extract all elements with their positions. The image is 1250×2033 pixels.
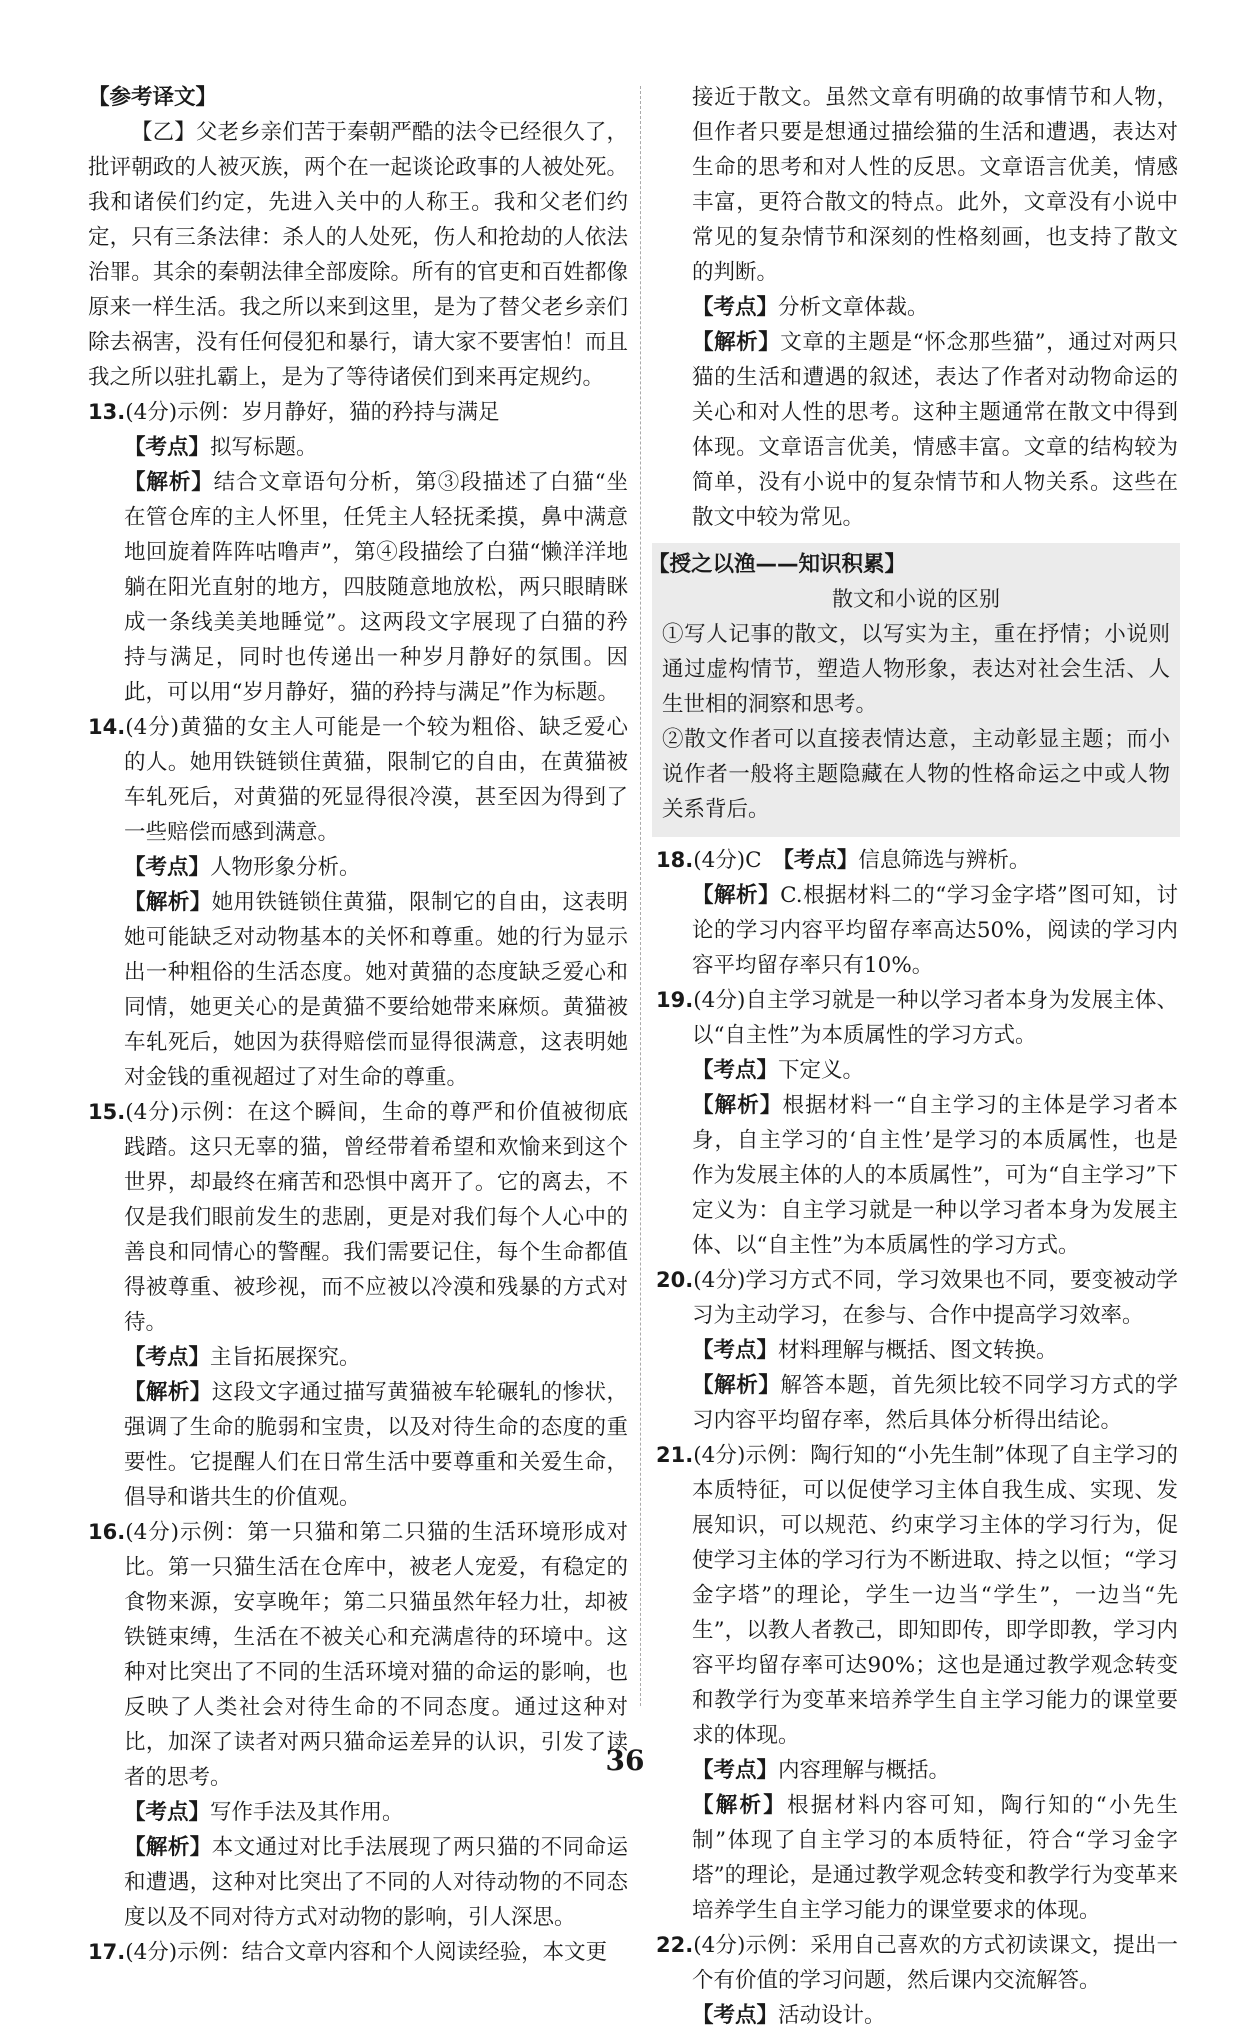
knowledge-box-title: 散文和小说的区别 bbox=[832, 587, 1000, 611]
answer-21-kaodian: 【考点】内容理解与概括。 bbox=[692, 1758, 951, 1783]
reference-translation-body: 【乙】父老乡亲们苦于秦朝严酷的法令已经很久了，批评朝政的人被灭族，两个在一起谈论政事的人被处死。我和诸侯们约定，先进入关中的人称王。我和父老们约定，只有三条法律：杀人的人处死，伤人和抢劫的人依法治罪。其余的秦朝法律全部废除。所有的官吏和百姓都像原来一样生活。我之所以来到这里，是为了替父老乡亲们除去祸害，没有任何侵犯和暴行，请大家不要害怕！而且我之所以驻扎霸上，是为了等待诸侯们到来再定规约。 bbox=[88, 120, 628, 390]
answer-20: 20.(4分)学习方式不同，学习效果也不同，要变被动学习为主动学习，在参与、合作中提高学习效率。 bbox=[656, 1268, 1178, 1328]
answer-16: 16.(4分)示例：第一只猫和第二只猫的生活环境形成对比。第一只猫生活在仓库中，被老人宠爱，有稳定的食物来源，安享晚年；第二只猫虽然年轻力壮，却被铁链束缚，生活在不被关心和充满虐待的环境中。这种对比突出了不同的生活环境对猫的命运的影响，也反映了人类社会对待生命的不同态度。通过这种对比，加深了读者对两只猫命运差异的认识，引发了读者的思考。 bbox=[88, 1520, 628, 1790]
answer-16-kaodian: 【考点】写作手法及其作用。 bbox=[124, 1800, 404, 1825]
answer-13-jiexi: 【解析】结合文章语句分析，第③段描述了白猫“坐在管仓库的主人怀里，任凭主人轻抚柔摸，鼻中满意地回旋着阵阵咕噜声”，第④段描绘了白猫“懒洋洋地躺在阳光直射的地方，四肢随意地放松，两只眼睛眯成一条线美美地睡觉”。这两段文字展现了白猫的矜持与满足，同时也传递出一种岁月静好的氛围。因此，可以用“岁月静好，猫的矜持与满足”作为标题。 bbox=[124, 470, 628, 705]
answer-15-kaodian: 【考点】主旨拓展探究。 bbox=[124, 1345, 361, 1370]
answer-17-kaodian: 【考点】分析文章体裁。 bbox=[692, 295, 929, 320]
answer-14-jiexi: 【解析】她用铁链锁住黄猫，限制它的自由，这表明她可能缺乏对动物基本的关怀和尊重。她的行为显示出一种粗俗的生活态度。她对黄猫的态度缺乏爱心和同情，她更关心的是黄猫不要给她带来麻烦。黄猫被车轧死后，她因为获得赔偿而显得很满意，这表明她对金钱的重视超过了对生命的尊重。 bbox=[124, 890, 628, 1090]
answer-21: 21.(4分)示例：陶行知的“小先生制”体现了自主学习的本质特征，可以促使学习主体自我生成、实现、发展知识，可以规范、约束学习主体的学习行为，促使学习主体的学习行为不断进取、持之以恒；“学习金字塔”的理论，学生一边当“学生”，一边当“先生”，以教人者教己，即知即传，即学即教，学习内容平均留存率可达90%；这也是通过教学观念转变和教学行为变革来培养学生自主学习能力的课堂要求的体现。 bbox=[656, 1443, 1178, 1748]
answer-21-jiexi: 【解析】根据材料内容可知，陶行知的“小先生制”体现了自主学习的本质特征，符合“学习金字塔”的理论，是通过教学观念转变和教学行为变革来培养学生自主学习能力的课堂要求的体现。 bbox=[692, 1793, 1178, 1923]
answer-13: 13.(4分)示例：岁月静好，猫的矜持与满足 bbox=[88, 400, 500, 425]
answer-19: 19.(4分)自主学习就是一种以学习者本身为发展主体、以“自主性”为本质属性的学习方式。 bbox=[656, 988, 1178, 1048]
knowledge-box bbox=[648, 543, 1180, 837]
answer-15-jiexi: 【解析】这段文字通过描写黄猫被车轮碾轧的惨状，强调了生命的脆弱和宝贵，以及对待生命的态度的重要性。它提醒人们在日常生活中要尊重和关爱生命，倡导和谐共生的价值观。 bbox=[124, 1380, 628, 1510]
knowledge-box-point-1: ①写人记事的散文，以写实为主，重在抒情；小说则通过虚构情节，塑造人物形象，表达对社会生活、人生世相的洞察和思考。 bbox=[662, 622, 1170, 717]
page-number: 36 bbox=[605, 1744, 645, 1777]
left-column bbox=[88, 80, 628, 1970]
answer-17: 17.(4分)示例：结合文章内容和个人阅读经验，本文更 bbox=[88, 1940, 608, 1965]
answer-14-kaodian: 【考点】人物形象分析。 bbox=[124, 855, 361, 880]
answer-18: 18.(4分)C 【考点】信息筛选与辨析。 bbox=[656, 848, 1031, 873]
answer-16-jiexi: 【解析】本文通过对比手法展现了两只猫的不同命运和遭遇，这种对比突出了不同的人对待动物的不同态度以及不同对待方式对动物的影响，引人深思。 bbox=[124, 1835, 628, 1930]
answer-17-jiexi: 【解析】文章的主题是“怀念那些猫”，通过对两只猫的生活和遭遇的叙述，表达了作者对动物命运的关心和对人性的思考。这种主题通常在散文中得到体现。文章语言优美，情感丰富。文章的结构较为简单，没有小说中的复杂情节和人物关系。这些在散文中较为常见。 bbox=[692, 330, 1178, 530]
answer-20-jiexi: 【解析】解答本题，首先须比较不同学习方式的学习内容平均留存率，然后具体分析得出结论。 bbox=[692, 1373, 1178, 1433]
knowledge-box-header: 【授之以渔——知识积累】 bbox=[648, 552, 907, 577]
answer-14: 14.(4分)黄猫的女主人可能是一个较为粗俗、缺乏爱心的人。她用铁链锁住黄猫，限制它的自由，在黄猫被车轧死后，对黄猫的死显得很冷漠，甚至因为得到了一些赔偿而感到满意。 bbox=[88, 715, 628, 845]
answer-18-jiexi: 【解析】C.根据材料二的“学习金字塔”图可知，讨论的学习内容平均留存率高达50%，阅读的学习内容平均留存率只有10%。 bbox=[692, 883, 1178, 978]
answer-22: 22.(4分)示例：采用自己喜欢的方式初读课文，提出一个有价值的学习问题，然后课内交流解答。 bbox=[656, 1933, 1178, 1993]
answer-17-continued: 接近于散文。虽然文章有明确的故事情节和人物，但作者只要是想通过描绘猫的生活和遭遇，表达对生命的思考和对人性的反思。文章语言优美，情感丰富，更符合散文的特点。此外，文章没有小说中常见的复杂情节和深刻的性格刻画，也支持了散文的判断。 bbox=[692, 85, 1178, 285]
answer-20-kaodian: 【考点】材料理解与概括、图文转换。 bbox=[692, 1338, 1058, 1363]
answer-22-kaodian: 【考点】活动设计。 bbox=[692, 2003, 886, 2028]
knowledge-box-point-2: ②散文作者可以直接表情达意，主动彰显主题；而小说作者一般将主题隐藏在人物的性格命运之中或人物关系背后。 bbox=[662, 727, 1170, 822]
answer-19-kaodian: 【考点】下定义。 bbox=[692, 1058, 865, 1083]
answer-19-jiexi: 【解析】根据材料一“自主学习的主体是学习者本身，自主学习的‘自主性’是学习的本质属性，也是作为发展主体的人的本质属性”，可为“自主学习”下定义为：自主学习就是一种以学习者本身为发展主体、以“自主性”为本质属性的学习方式。 bbox=[692, 1093, 1178, 1258]
answer-15: 15.(4分)示例：在这个瞬间，生命的尊严和价值被彻底践踏。这只无辜的猫，曾经带着希望和欢愉来到这个世界，却最终在痛苦和恐惧中离开了。它的离去，不仅是我们眼前发生的悲剧，更是对我们每个人心中的善良和同情心的警醒。我们需要记住，每个生命都值得被尊重、被珍视，而不应被以冷漠和残暴的方式对待。 bbox=[88, 1100, 628, 1335]
column-divider bbox=[640, 86, 641, 1706]
right-column bbox=[648, 80, 1178, 2033]
reference-translation-heading: 【参考译文】 bbox=[88, 85, 218, 110]
answer-13-kaodian: 【考点】拟写标题。 bbox=[124, 435, 318, 460]
